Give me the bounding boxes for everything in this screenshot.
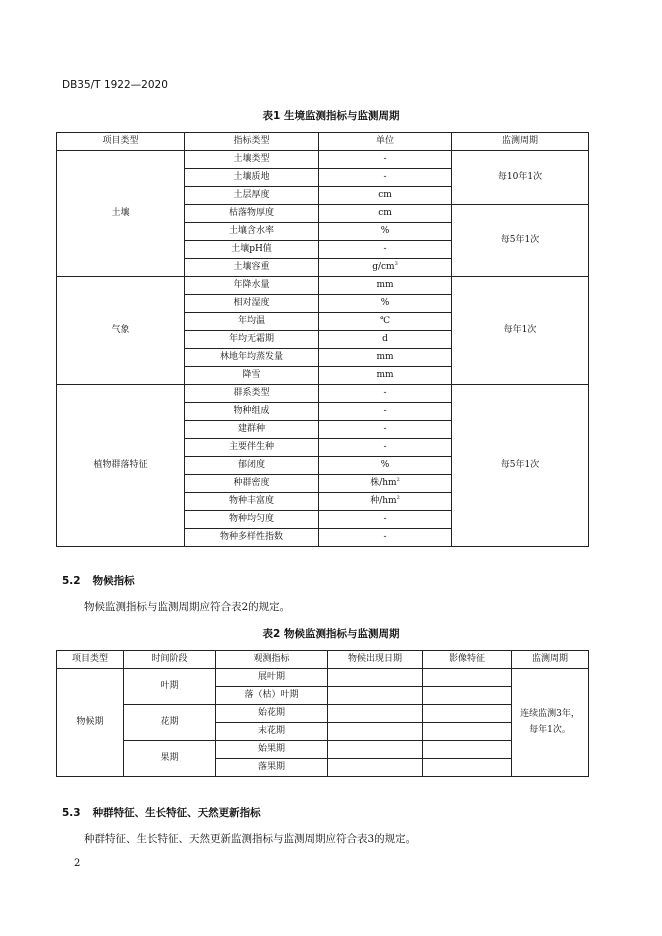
image-feature-cell [423,669,512,687]
indicator-cell: 末花期 [216,723,328,741]
table2-title: 表2 物候监测指标与监测周期 [262,628,400,640]
table1-title: 表1 生境监测指标与监测周期 [262,110,400,122]
header-cell: 物候出现日期 [328,651,423,669]
date-cell [328,759,423,777]
unit-cell: - [319,169,452,187]
section-5-2-paragraph: 物候监测指标与监测周期应符合表2的规定。 [84,601,291,613]
period-cell: 每5年1次 [452,385,589,547]
unit-text: 种/hm [370,496,397,506]
header-cell: 指标类型 [185,133,319,151]
indicator-cell: 土层厚度 [185,187,319,205]
stage-cell: 叶期 [124,669,216,705]
table-row [57,741,589,759]
phenology-indicator-table [56,650,589,777]
indicator-cell: 降雪 [185,367,319,385]
indicator-cell: 土壤含水率 [185,223,319,241]
unit-superscript: 2 [396,495,400,501]
indicator-cell: 年降水量 [185,277,319,295]
unit-cell: % [319,457,452,475]
unit-superscript: 2 [396,477,400,483]
standard-code: DB35/T 1922—2020 [62,79,168,91]
category-cell: 物候期 [57,669,124,777]
header-cell: 单位 [319,133,452,151]
indicator-cell: 群系类型 [185,385,319,403]
date-cell [328,723,423,741]
image-feature-cell [423,723,512,741]
header-cell: 项目类型 [57,133,185,151]
image-feature-cell [423,687,512,705]
date-cell [328,705,423,723]
indicator-cell: 土壤pH值 [185,241,319,259]
image-feature-cell [423,705,512,723]
unit-cell: ℃ [319,313,452,331]
unit-cell: d [319,331,452,349]
page-number: 2 [74,858,81,869]
unit-cell: mm [319,277,452,295]
category-cell: 植物群落特征 [57,385,185,547]
image-feature-cell [423,759,512,777]
unit-cell: mm [319,349,452,367]
unit-cell: - [319,421,452,439]
indicator-cell: 郁闭度 [185,457,319,475]
indicator-cell: 年均无霜期 [185,331,319,349]
indicator-cell: 林地年均蒸发量 [185,349,319,367]
stage-cell: 果期 [124,741,216,777]
date-cell [328,687,423,705]
habitat-indicator-table [56,132,589,547]
period-cell: 每10年1次 [452,151,589,205]
section-5-3-paragraph: 种群特征、生长特征、天然更新监测指标与监测周期应符合表3的规定。 [84,833,417,845]
unit-cell: % [319,223,452,241]
indicator-cell: 种群密度 [185,475,319,493]
section-number: 5.3 [62,807,81,819]
unit-cell: - [319,241,452,259]
unit-text: 株/hm [370,478,397,488]
unit-cell [319,475,452,493]
unit-cell: - [319,529,452,547]
indicator-cell: 年均温 [185,313,319,331]
indicator-cell: 落果期 [216,759,328,777]
indicator-cell: 建群种 [185,421,319,439]
unit-cell: cm [319,205,452,223]
table-row [57,151,589,169]
unit-superscript: 3 [394,261,398,267]
section-5-3-heading [62,805,261,820]
period-line: 每年1次。 [529,724,571,735]
header-cell: 观测指标 [216,651,328,669]
unit-cell: cm [319,187,452,205]
indicator-cell: 始果期 [216,741,328,759]
unit-cell [319,259,452,277]
indicator-cell: 主要伴生种 [185,439,319,457]
unit-cell: mm [319,367,452,385]
table-header-row [57,651,589,669]
period-cell [512,669,589,777]
section-number: 5.2 [62,575,81,587]
category-cell: 土壤 [57,151,185,277]
period-line: 连续监测3年， [520,709,580,720]
image-feature-cell [423,741,512,759]
unit-cell: % [319,295,452,313]
indicator-cell: 土壤类型 [185,151,319,169]
indicator-cell: 土壤质地 [185,169,319,187]
indicator-cell: 展叶期 [216,669,328,687]
section-title: 物候指标 [92,575,135,587]
date-cell [328,741,423,759]
unit-cell [319,493,452,511]
header-cell: 监测周期 [512,651,589,669]
header-cell: 项目类型 [57,651,124,669]
period-cell: 每5年1次 [452,205,589,277]
table-row [57,385,589,403]
unit-text: g/cm [372,262,395,272]
header-cell: 监测周期 [452,133,589,151]
unit-cell: - [319,403,452,421]
date-cell [328,669,423,687]
section-title: 种群特征、生长特征、天然更新指标 [92,807,261,819]
indicator-cell: 始花期 [216,705,328,723]
indicator-cell: 枯落物厚度 [185,205,319,223]
indicator-cell: 物种均匀度 [185,511,319,529]
unit-cell: - [319,439,452,457]
unit-cell: - [319,511,452,529]
unit-cell: - [319,151,452,169]
table-row [57,705,589,723]
indicator-cell: 物种丰富度 [185,493,319,511]
table-row [57,277,589,295]
unit-cell: - [319,385,452,403]
table-row [57,669,589,687]
stage-cell: 花期 [124,705,216,741]
header-cell: 时间阶段 [124,651,216,669]
indicator-cell: 土壤容重 [185,259,319,277]
indicator-cell: 物种多样性指数 [185,529,319,547]
section-5-2-heading [62,573,135,588]
header-cell: 影像特征 [423,651,512,669]
category-cell: 气象 [57,277,185,385]
period-cell: 每年1次 [452,277,589,385]
indicator-cell: 物种组成 [185,403,319,421]
table-header-row [57,133,589,151]
indicator-cell: 相对湿度 [185,295,319,313]
indicator-cell: 落（枯）叶期 [216,687,328,705]
